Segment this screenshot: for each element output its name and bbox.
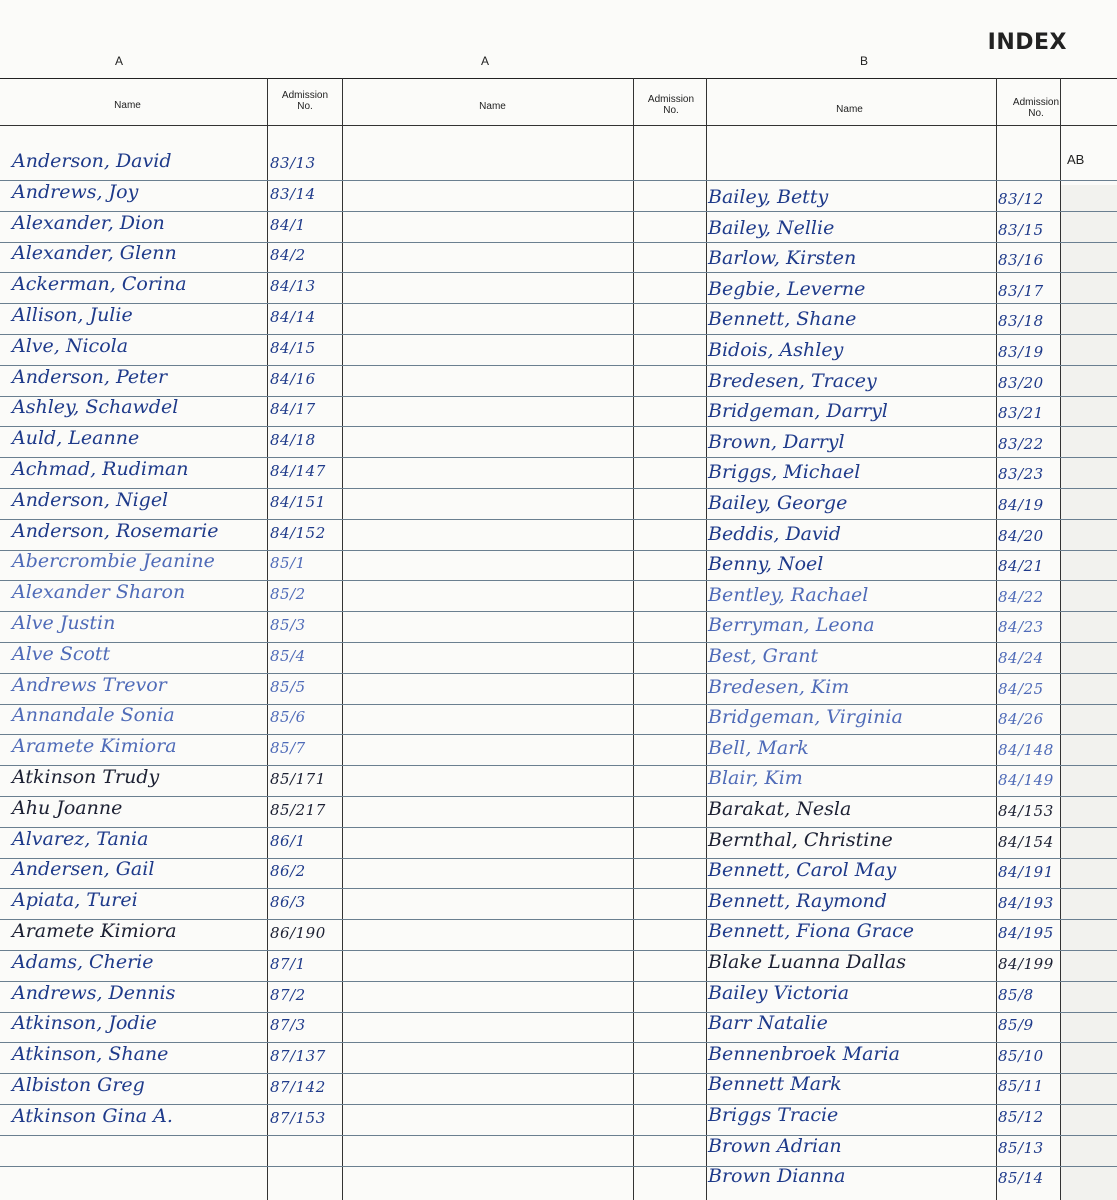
col-a-entry-name: Allison, Julie <box>12 304 133 326</box>
col-a-entry-name: Atkinson Trudy <box>12 766 160 788</box>
col-b-entry-name: Beddis, David <box>708 523 841 545</box>
col-a-entry-name: Atkinson Gina A. <box>12 1105 173 1127</box>
col-b-entry-admission-no: 84/148 <box>998 741 1054 759</box>
col-b-entry-name: Bernthal, Christine <box>708 829 893 851</box>
col-b-entry-name: Bailey, George <box>708 492 848 514</box>
col-a-entry-admission-no: 84/14 <box>270 308 316 326</box>
ruled-line <box>0 1166 1117 1167</box>
col-b-entry-admission-no: 84/149 <box>998 771 1054 789</box>
col-b-entry-name: Begbie, Leverne <box>708 278 866 300</box>
col-a-entry-admission-no: 87/3 <box>270 1016 306 1034</box>
ruled-line <box>0 211 1117 212</box>
col-b-entry-name: Brown, Darryl <box>708 431 845 453</box>
col-b-entry-admission-no: 85/8 <box>998 986 1034 1004</box>
col-b-entry-admission-no: 84/193 <box>998 894 1054 912</box>
col-b-entry-admission-no: 84/153 <box>998 802 1054 820</box>
col-b-entry-admission-no: 84/195 <box>998 924 1054 942</box>
col-b-entry-admission-no: 84/25 <box>998 680 1044 698</box>
header-name-2: Name <box>479 101 506 112</box>
col-a-entry-name: Annandale Sonia <box>12 704 175 726</box>
col-b-entry-name: Blake Luanna Dallas <box>708 951 906 973</box>
col-b-entry-admission-no: 84/26 <box>998 710 1044 728</box>
col-a-entry-admission-no: 84/151 <box>270 493 326 511</box>
col-b-entry-admission-no: 85/11 <box>998 1077 1044 1095</box>
col-b-entry-name: Briggs, Michael <box>708 461 861 483</box>
col-a-entry-admission-no: 83/14 <box>270 185 316 203</box>
col-b-entry-name: Bridgeman, Darryl <box>708 400 888 422</box>
col-a-entry-admission-no: 86/1 <box>270 832 306 850</box>
col-a-entry-admission-no: 85/171 <box>270 770 326 788</box>
col-a-entry-name: Alexander Sharon <box>12 581 186 603</box>
col-a-entry-admission-no: 85/1 <box>270 554 306 572</box>
ruled-line <box>0 796 1117 797</box>
ruled-line <box>0 1012 1117 1013</box>
col-b-entry-name: Benny, Noel <box>708 553 824 575</box>
ruled-line <box>0 858 1117 859</box>
column-letter-a1: A <box>115 54 124 68</box>
col-b-entry-name: Bridgeman, Virginia <box>708 706 903 728</box>
col-a-entry-name: Ahu Joanne <box>12 797 123 819</box>
col-b-entry-admission-no: 85/14 <box>998 1169 1044 1187</box>
col-b-entry-admission-no: 85/12 <box>998 1108 1044 1126</box>
column-divider <box>267 78 268 1200</box>
ruled-line <box>0 334 1117 335</box>
col-b-entry-name: Brown Adrian <box>708 1135 842 1157</box>
col-a-entry-name: Andersen, Gail <box>12 858 155 880</box>
col-a-entry-admission-no: 84/2 <box>270 246 306 264</box>
col-b-entry-name: Bailey, Betty <box>708 186 829 208</box>
col-a-entry-name: Abercrombie Jeanine <box>12 550 215 572</box>
ruled-line <box>0 1135 1117 1136</box>
col-a-entry-admission-no: 83/13 <box>270 154 316 172</box>
col-b-entry-admission-no: 83/17 <box>998 282 1044 300</box>
header-name-3: Name <box>836 104 863 115</box>
col-a-entry-admission-no: 84/13 <box>270 277 316 295</box>
col-a-entry-name: Anderson, Peter <box>12 366 168 388</box>
ruled-line <box>0 888 1117 889</box>
col-a-entry-admission-no: 84/152 <box>270 524 326 542</box>
header-bottom-rule <box>0 125 1117 126</box>
col-b-entry-admission-no: 84/20 <box>998 527 1044 545</box>
col-b-entry-admission-no: 85/10 <box>998 1047 1044 1065</box>
col-b-entry-admission-no: 84/191 <box>998 863 1054 881</box>
col-a-entry-name: Anderson, David <box>12 150 172 172</box>
col-b-entry-admission-no: 83/18 <box>998 312 1044 330</box>
ruled-line <box>0 1073 1117 1074</box>
col-b-entry-name: Brown Dianna <box>708 1165 846 1187</box>
col-b-entry-admission-no: 83/19 <box>998 343 1044 361</box>
ruled-line <box>0 950 1117 951</box>
col-a-entry-admission-no: 84/18 <box>270 431 316 449</box>
col-b-entry-admission-no: 83/16 <box>998 251 1044 269</box>
col-a-entry-admission-no: 87/1 <box>270 955 306 973</box>
col-a-entry-name: Atkinson, Jodie <box>12 1012 157 1034</box>
col-a-entry-name: Anderson, Nigel <box>12 489 169 511</box>
ruled-line <box>0 426 1117 427</box>
ruled-line <box>0 303 1117 304</box>
col-b-entry-name: Bennett, Fiona Grace <box>708 920 915 942</box>
col-a-entry-admission-no: 86/190 <box>270 924 326 942</box>
col-b-entry-admission-no: 85/9 <box>998 1016 1034 1034</box>
col-a-entry-name: Achmad, Rudiman <box>12 458 189 480</box>
col-b-entry-admission-no: 84/19 <box>998 496 1044 514</box>
col-a-entry-name: Alexander, Dion <box>12 212 165 234</box>
col-a-entry-name: Ackerman, Corina <box>12 273 187 295</box>
col-a-entry-admission-no: 85/217 <box>270 801 326 819</box>
col-b-entry-name: Berryman, Leona <box>708 614 875 636</box>
col-a-entry-name: Atkinson, Shane <box>12 1043 169 1065</box>
col-a-entry-name: Auld, Leanne <box>12 427 140 449</box>
header-admission-2: Admission No. <box>647 94 695 116</box>
column-divider <box>1060 78 1061 1200</box>
col-a-entry-name: Ashley, Schawdel <box>12 396 179 418</box>
col-a-entry-name: Apiata, Turei <box>12 889 138 911</box>
col-b-entry-name: Blair, Kim <box>708 767 803 789</box>
col-b-entry-name: Barakat, Nesla <box>708 798 852 820</box>
col-b-entry-admission-no: 84/21 <box>998 557 1044 575</box>
column-divider <box>706 78 707 1200</box>
col-a-entry-admission-no: 85/6 <box>270 708 306 726</box>
col-a-entry-name: Albiston Greg <box>12 1074 145 1096</box>
col-a-entry-name: Alexander, Glenn <box>12 242 177 264</box>
col-b-entry-name: Bidois, Ashley <box>708 339 844 361</box>
col-b-entry-admission-no: 83/12 <box>998 190 1044 208</box>
col-a-entry-admission-no: 87/142 <box>270 1078 326 1096</box>
header-admission-3: Admission No. <box>1012 97 1060 119</box>
col-b-entry-admission-no: 84/23 <box>998 618 1044 636</box>
col-b-entry-admission-no: 83/23 <box>998 465 1044 483</box>
ruled-line <box>0 827 1117 828</box>
column-divider <box>633 78 634 1200</box>
col-b-entry-admission-no: 83/20 <box>998 374 1044 392</box>
col-a-entry-admission-no: 86/3 <box>270 893 306 911</box>
col-a-entry-name: Alve Justin <box>12 612 116 634</box>
col-a-entry-name: Aramete Kimiora <box>12 735 177 757</box>
col-a-entry-admission-no: 85/4 <box>270 647 306 665</box>
index-tab-strip <box>1060 185 1117 1200</box>
col-b-entry-admission-no: 83/22 <box>998 435 1044 453</box>
col-b-entry-name: Bennett, Shane <box>708 308 857 330</box>
col-a-entry-name: Aramete Kimiora <box>12 920 177 942</box>
col-b-entry-name: Bennett Mark <box>708 1073 842 1095</box>
col-b-entry-admission-no: 83/15 <box>998 221 1044 239</box>
column-letter-b: B <box>860 54 869 68</box>
ruled-line <box>0 642 1117 643</box>
col-a-entry-admission-no: 85/7 <box>270 739 306 757</box>
col-a-entry-admission-no: 85/5 <box>270 678 306 696</box>
col-b-entry-name: Bredesen, Tracey <box>708 370 877 392</box>
col-a-entry-admission-no: 84/147 <box>270 462 326 480</box>
col-a-entry-name: Andrews Trevor <box>12 674 167 696</box>
col-a-entry-admission-no: 87/153 <box>270 1109 326 1127</box>
col-a-entry-name: Alvarez, Tania <box>12 828 149 850</box>
col-a-entry-admission-no: 84/15 <box>270 339 316 357</box>
col-a-entry-name: Alve Scott <box>12 643 111 665</box>
ruled-line <box>0 765 1117 766</box>
col-a-entry-name: Alve, Nicola <box>12 335 129 357</box>
col-b-entry-name: Bennett, Raymond <box>708 890 887 912</box>
page-title: INDEX <box>987 30 1067 55</box>
col-b-entry-name: Bredesen, Kim <box>708 676 850 698</box>
col-b-entry-name: Best, Grant <box>708 645 819 667</box>
col-a-entry-name: Anderson, Rosemarie <box>12 520 219 542</box>
col-a-entry-admission-no: 84/17 <box>270 400 316 418</box>
col-a-entry-name: Adams, Cherie <box>12 951 154 973</box>
header-name-1: Name <box>114 100 141 111</box>
col-a-entry-admission-no: 84/1 <box>270 216 306 234</box>
top-rule <box>0 78 1117 79</box>
col-b-entry-admission-no: 84/199 <box>998 955 1054 973</box>
column-divider <box>342 78 343 1200</box>
col-b-entry-admission-no: 84/22 <box>998 588 1044 606</box>
col-b-entry-admission-no: 84/24 <box>998 649 1044 667</box>
col-b-entry-name: Bailey Victoria <box>708 982 850 1004</box>
col-b-entry-name: Barr Natalie <box>708 1012 828 1034</box>
col-a-entry-admission-no: 87/137 <box>270 1047 326 1065</box>
col-b-entry-admission-no: 83/21 <box>998 404 1044 422</box>
col-a-entry-name: Andrews, Dennis <box>12 982 176 1004</box>
ruled-line <box>0 673 1117 674</box>
col-b-entry-admission-no: 85/13 <box>998 1139 1044 1157</box>
column-letter-a2: A <box>481 54 490 68</box>
col-b-entry-name: Bell, Mark <box>708 737 809 759</box>
col-b-entry-name: Briggs Tracie <box>708 1104 839 1126</box>
col-a-entry-admission-no: 85/3 <box>270 616 306 634</box>
col-a-entry-name: Andrews, Joy <box>12 181 139 203</box>
index-tab-label: AB <box>1067 152 1085 167</box>
ruled-line <box>0 180 1117 181</box>
col-b-entry-admission-no: 84/154 <box>998 833 1054 851</box>
ruled-line <box>0 365 1117 366</box>
col-b-entry-name: Bennenbroek Maria <box>708 1043 900 1065</box>
ruled-line <box>0 611 1117 612</box>
col-b-entry-name: Barlow, Kirsten <box>708 247 857 269</box>
col-a-entry-admission-no: 87/2 <box>270 986 306 1004</box>
column-divider <box>996 78 997 1200</box>
col-a-entry-admission-no: 86/2 <box>270 862 306 880</box>
header-admission-1: Admission No. <box>281 90 329 112</box>
col-b-entry-name: Bennett, Carol May <box>708 859 897 881</box>
col-b-entry-name: Bailey, Nellie <box>708 217 835 239</box>
col-a-entry-admission-no: 85/2 <box>270 585 306 603</box>
col-a-entry-admission-no: 84/16 <box>270 370 316 388</box>
col-b-entry-name: Bentley, Rachael <box>708 584 869 606</box>
